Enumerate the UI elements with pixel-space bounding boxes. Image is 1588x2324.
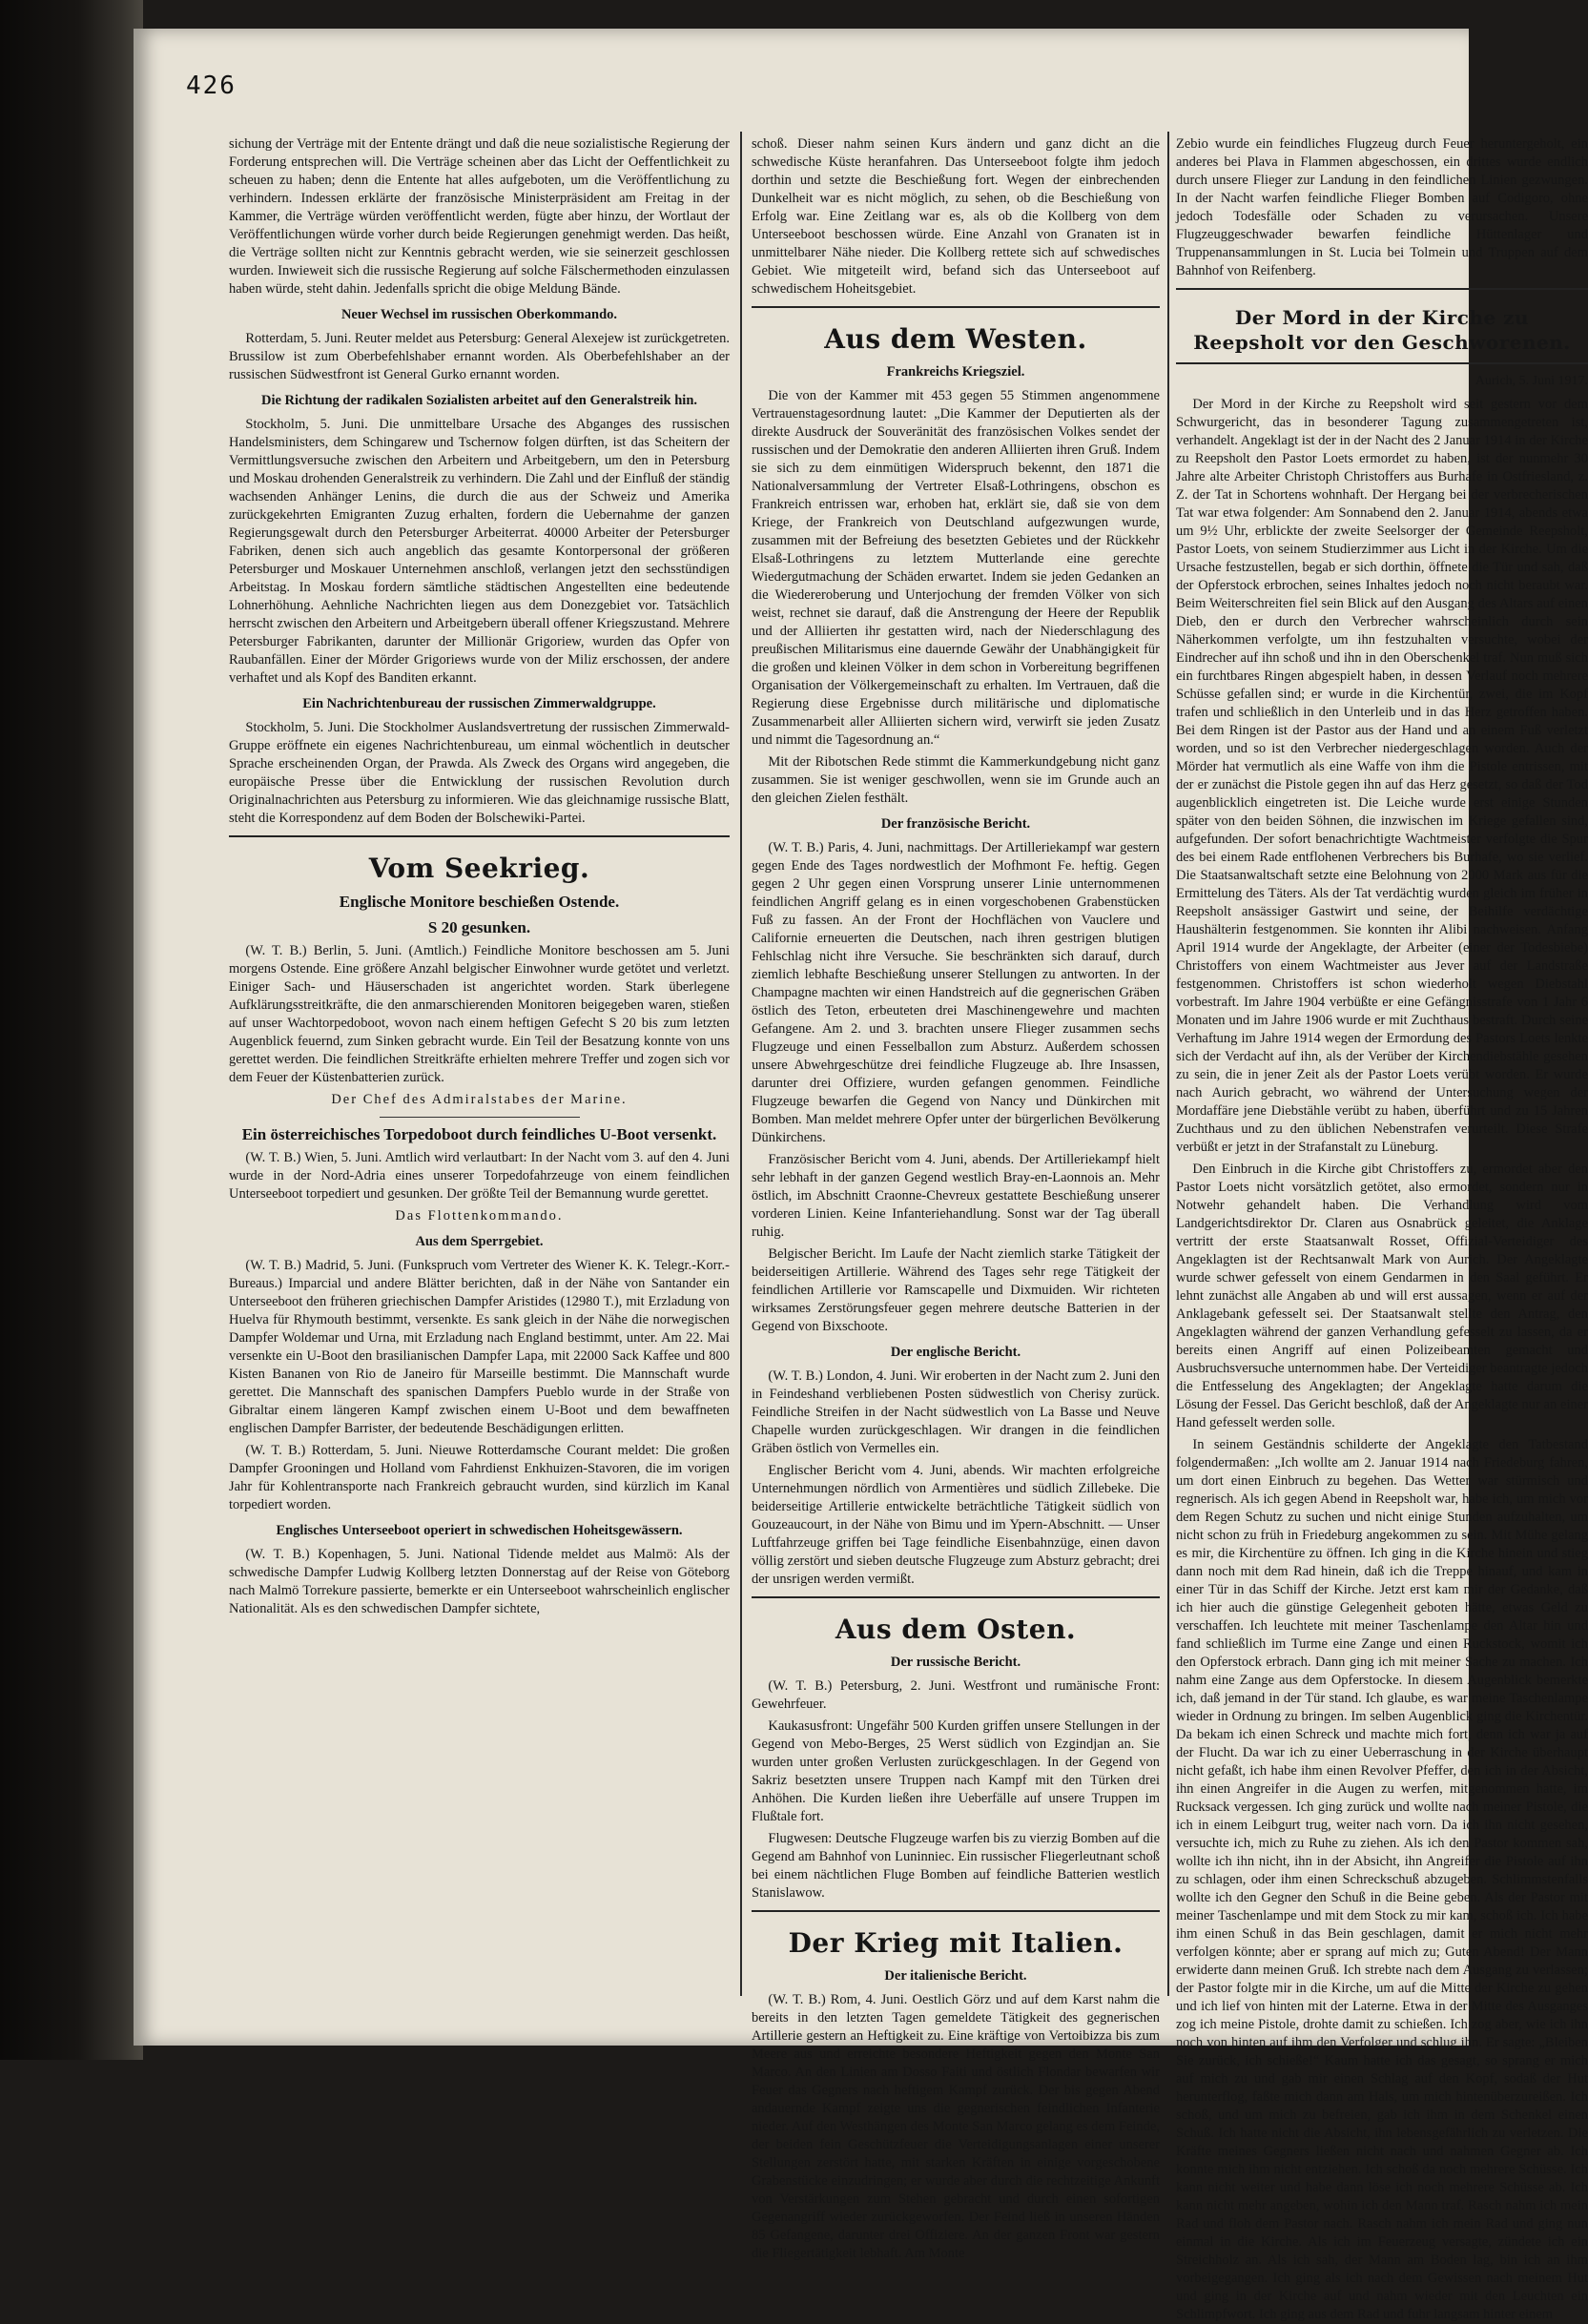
article-subtitle: Der französische Bericht. xyxy=(880,816,1031,832)
article-paragraph: Englischer Bericht vom 4. Juni, abends. Wir machten erfolgreiche Unternehmungen nördlich von Armentières und südlich Zillebeke. Die beiderseitige Artillerie entwickelte beträchtliche Tätigkeit südlich von Gouzeaucourt, in der Nähe von Bimu und im Ypern-Abschnitt. — Unser Luftfahrzeuge griffen bei Tage feindliche Eisenbahnzüge, einen davon völlig zerstört und sieben deutsche Flugzeuge zum Absturz gebracht; drei der unsrigen werden vermißt. xyxy=(752,1463,1160,1587)
article-paragraph: Mit der Ribotschen Rede stimmt die Kammerkundgebung nicht ganz zusammen. Sie ist weniger geschwollen, wenn sie im Grunde auch an den gleichen Zielen festhält. xyxy=(752,754,1160,806)
article-paragraph: (W. T. B.) Berlin, 5. Juni. (Amtlich.) Feindliche Monitore beschossen am 5. Juni morgens Ostende. Eine größere Anzahl belgischer Einwohner wurde getötet und verletzt. Einiger Sach- und Häuserschaden ist angerichtet worden. Stark überlegene Aufklärungsstreitkräfte, die den anmarschierenden Monitoren beigegeben waren, stießen auf unser Wachtorpedoboot, wovon nach einem heftigen Gefecht S 20 bis zum letzten Augenblick feuernd, zum Sinken gebracht wurde. Ein Teil der Besatzung konnte von uns gerettet werden. Die feindlichen Streitkräfte erhielten mehrere Treffer und zogen sich vor dem Feuer der Küstenbatterien zurück. xyxy=(229,943,730,1085)
article-subtitle: Der englische Bericht. xyxy=(890,1345,1021,1360)
article-paragraph: Zebio wurde ein feindliches Flugzeug durch Feuer heruntergeholt, ein anderes bei Plava in Flammen abgeschossen, ein drittes wurde endlich durch unsere Flieger zur Landung in den feindlichen Linien gezwungen. In der Nacht warfen feindliche Flieger Bomben auf Codigoro, ohne jedoch Todesfälle oder Schaden zu verursachen. Unsere Flugzeuggeschwader bewarfen feindliche Hüttenlager und Truppenansammlungen in St. Lucia bei Tolmein und Truppen auf dem Bahnhof von Reifenberg. xyxy=(1176,136,1588,278)
article-signature: Das Flottenkommando. xyxy=(395,1208,564,1224)
section-divider xyxy=(752,1596,1160,1598)
article-subtitle: Ein Nachrichtenbureau der russischen Zimmerwaldgruppe. xyxy=(302,696,656,711)
column-2 xyxy=(752,135,1160,2261)
article-paragraph: Belgischer Bericht. Im Laufe der Nacht ziemlich starke Tätigkeit der beiderseitigen Artillerie. Während des Tages sehr rege Tätigkeit der feindlichen Artillerie vor Ramscapelle und Dixmuiden. Wir richteten wirksames Zerstörungsfeuer gegen mehrere deutsche Batterien in der Gegend von Bixschoote. xyxy=(752,1246,1160,1334)
article-paragraph: Stockholm, 5. Juni. Die Stockholmer Auslandsvertretung der russischen Zimmerwald-Gruppe eröffnete ein eigenes Nachrichtenbureau, um einmal wöchentlich in deutscher Sprache erscheinenden Organ, der Prawda. Als Zweck des Organs wird angegeben, die europäische Presse über die Entwicklung der russischen Revolution durch Originalnachrichten aus Petersburg zu informieren. Wie das gleichnamige russische Blatt, steht die Korrespondenz auf dem Boden der Bolschewiki-Partei. xyxy=(229,720,730,826)
column-3 xyxy=(1176,135,1588,2322)
article-subtitle: Die Richtung der radikalen Sozialisten arbeitet auf den Generalstreik hin. xyxy=(260,393,698,408)
article-subtitle: Aus dem Sperrgebiet. xyxy=(415,1234,544,1249)
page-number: 426 xyxy=(186,72,237,100)
column-1 xyxy=(229,135,730,1995)
section-divider xyxy=(752,1910,1160,1912)
section-heading: Der Krieg mit Italien. xyxy=(788,1927,1124,1959)
article-signature: Der Chef des Admiralstabes der Marine. xyxy=(331,1092,628,1107)
article-paragraph: (W. T. B.) London, 4. Juni. Wir eroberten in der Nacht zum 2. Juni den in Feindeshand verbliebenen Posten südwestlich von Cherisy zurück. Feindliche Streifen in der Nacht südwestlich von La Basse und Neuve Chapelle wurden zurückgeschlagen. Wir drangen in die feindlichen Gräben östlich von Vermelles ein. xyxy=(752,1368,1160,1456)
article-paragraph: Französischer Bericht vom 4. Juni, abends. Der Artilleriekampf hielt sehr lebhaft in der ganzen Gegend westlich Bray-en-Laonnois an. Mehr östlich, im Abschnitt Craonne-Chevreux gestattete Beschießung unserer vorderen Linien. Keine Infanteriehandlung. Sonst war der Tag überall ruhig. xyxy=(752,1152,1160,1240)
article-paragraph: Rotterdam, 5. Juni. Reuter meldet aus Petersburg: General Alexejew ist zurückgetreten. Brussilow ist zum Oberbefehlshaber ernannt worden. Als Oberbefehlshaber an der russischen Südwestfront ist General Gurko ernannt worden. xyxy=(229,331,730,382)
section-divider xyxy=(1176,288,1588,290)
article-paragraph: Stockholm, 5. Juni. Die unmittelbare Ursache des Abganges des russischen Handelsministers, dem Schingarew und Tschernow folgen dürften, ist das Scheitern der Vermittlungsversuche zwischen den Arbeitern und Arbeitgebern, um den in Petersburg und Moskau drohenden Generalstreik zu verhindern. Die Zahl und der Einfluß der ständig wachsenden Anhänger Lenins, die durch die aus der Schweiz und Amerika zurückgekehrten Emigranten Zuzug erhalten, fordern die Uebernahme der ganzen Regierungsgewalt durch den Petersburger Arbeiterrat. 40000 Arbeiter der Petersburger Fabriken, denen sich auch angeblich das gesamte Kontorpersonal der größeren Petersburger und Moskauer Unternehmen anschloß, verlangen jetzt den sechsstündigen Arbeitstag. In Moskau fordern sämtliche städtischen Angestellten eine bedeutende Lohnerhöhung. Aehnliche Nachrichten liegen aus dem Donezgebiet vor. Tatsächlich herrscht zwischen den Arbeitern und Arbeitgebern überall offener Kriegszustand. Mehrere Petersburger Fabrikanten, darunter der Millionär Grigoriew, wurden das Opfer von Raubanfällen. Einer der Mörder Grigoriews wurde von der Miliz erschossen, der andere verhaftet und als Kopf des Banditen erkannt. xyxy=(229,417,730,686)
article-paragraph: Kaukasusfront: Ungefähr 500 Kurden griffen unsere Stellungen in der Gegend von Mebo-Berges, 25 Werst südlich von Ezgindjan an. Sie wurden unter großen Verlusten zurückgeschlagen. In der Gegend von Sakriz besetzten unsere Truppen nach Kampf mit den Türken drei Anhöhen. Die Kurden ließen ihre Ueberfälle auf unsere Truppen im Flußtale fort. xyxy=(752,1718,1160,1824)
section-divider xyxy=(380,1117,580,1118)
article-subtitle: Englische Monitore beschießen Ostende. xyxy=(339,893,620,911)
column-rule xyxy=(740,132,742,1996)
newspaper-page xyxy=(134,29,1588,2322)
article-paragraph: schoß. Dieser nahm seinen Kurs ändern und ganz dicht an die schwedische Küste heranfahren. Das Unterseeboot folgte ihm jedoch dorthin und setzte die Beschießung fort. Wegen der einbrechenden Dunkelheit war es nicht möglich, zu sehen, ob die Beschießung von Erfolg war. Eine Zeitlang war es, als ob die Kollberg von dem Unterseeboot beschossen würde. Eine Anzahl von Granaten ist in unmittelbarer Nähe nieder. Die Kollberg rettete sich auf schwedisches Gebiet. Wie mitgeteilt wird, befand sich das Unterseeboot auf schwedischem Hoheitsgebiet. xyxy=(752,136,1160,297)
article-paragraph: (W. T. B.) Rom, 4. Juni. Oestlich Görz und auf dem Karst nahm die bereits in den letzten Tagen gemeldete Tätigkeit des gegnerischen Artillerie gestern an Heftigkeit zu. Eine kräftige von Vertoibizza bis zum Meere aus und erreichte besondere Heftigkeit gegen den Monte San Marco. An den Linien am Dosso Faiti und östlich Flondar bewarfen wir Feuer das Gegners nach heftigem Kampf zurück. Der bis gegen Abend andauernde Kampf zeigte uns die gegnerischen feindlichen Infanterie nieder. Auf den Westhängen des Monte San Marco gelang es dem Feinde, der beiden fein Geschützfeuer die Verteidigungsanlagen einer unserer Stellungen zerstört hatte, mit starken Kräften in einige vorgeschobene Grabenstücke einzudringen; er wurde aber durch die rechtzeitige Ankunft von Verstärkungen zum Stehen gebracht und durch einen sofortigen Gegenangriff wieder zurückgeworfen. Der Feind ließ in unseren Händen 85 Gefangene, darunter drei Offiziere. An der ganzen Front war gestern die Fliegertätigkeit lebhaft. Am Monte xyxy=(752,1992,1160,2261)
book-binding xyxy=(0,0,143,2060)
article-paragraph: (W. T. B.) Madrid, 5. Juni. (Funkspruch vom Vertreter des Wiener K. K. Telegr.-Korr.-Bureaus.) Imparcial und andere Blätter berichten, daß in der Nähe von Santander ein Unterseeboot den früheren griechischen Dampfer Aristides (12980 T.), mit Erzladung von Huelva für Rhymouth bestimmt, versenkte. Es sank gleich in der Nähe die norwegischen Dampfer Woldemar und Urna, mit Erzladung nach England bestimmt, unter. Am 22. Mai versenkte ein U-Boot den brasilianischen Dampfer Lapa, mit 22000 Sack Kaffee und 800 Kisten Bananen von Rio de Janeiro für Marseille bestimmt. Die Mannschaft wurde gerettet. Die Mannschaft des spanischen Dampfers Pueblo wurde in der Straße von Gibraltar einem längeren Kampf zwischen einem U-Boot und dem bewaffneten englischen Dampfer Barrister, der bedeutende Beschädigungen erlitten. xyxy=(229,1258,730,1436)
column-rule xyxy=(1167,132,1169,1996)
section-heading: Der Mord in der Kirche zu Reepsholt vor den Geschworenen. xyxy=(1193,306,1571,354)
article-subtitle: Der russische Bericht. xyxy=(890,1655,1021,1670)
article-paragraph: Die von der Kammer mit 453 gegen 55 Stimmen angenommene Vertrauenstagesordnung lautet: „Die Kammer der Deputierten als der direkte Ausdruck der Souveränität des französischen Volkes sendet der russischen und der Demokratie den anderen Alliierten ihren Gruß. Indem sie sich zu dem einmütigen Widerspruch bekennt, den 1871 die Nationalversammlung der Vertreter Elsaß-Lothringens, obschon es Frankreich entrissen war, erhoben hat, erklärt sie, daß sie von dem Kriege, der Frankreich von Deutschland aufgezwungen wurde, zusammen mit der Befreiung des besetzten Gebietes und der Rückkehr Elsaß-Lothringens zu letztem Mutterlande eine gerechte Wiedergutmachung der Schäden erwartet. Indem sie jeden Gedanken an die Wiedereroberung und Unterjochung der fremden Völker von sich weist, rechnet sie darauf, daß die Anstrengung der Heere der Republik und der Alliierten ihr gestatten wird, nach der Niederschlagung des preußischen Militarismus eine dauernde Gewähr der Unabhängigkeit für die großen und kleinen Völker in dem schon in Vorbereitung begriffenen Organisation der Völkergemeinschaft zu erhalten. Im Vertrauen, daß die Regierung diese Ergebnisse durch militärische und diplomatische Zusammenarbeit aller Alliierten sichern wird, verwirft sie jeden Zusatz und nimmt die Tagesordnung an.“ xyxy=(752,388,1160,748)
article-paragraph: Den Einbruch in die Kirche gibt Christoffers zu, ermordet aber den Pastor Loets nicht vorsätzlich getötet, also ermordet, sondern nur in Notwehr gehandelt haben. Die Verhandlung wird vom Landgerichtsdirektor Dr. Claren aus Osnabrück geleitet, die Anklage vertritt der erste Staatsanwalt Rosset, Offizial-Verteidiger des Angeklagten ist der Rechtsanwalt Mark von Aurich. Der Angeklagte wurde schwer gefesselt von einem Gendarmen in den Saal geführt. Er lehnt zunächst alle Angaben ab und will erst aussagen, wenn er auf der Anklagebank gefesselt sei. Der Staatsanwalt stellte den Antrag, den Angeklagten während der ganzen Verhandlung gefesselt zu lassen, da er bereits einen Angriff auf einen Polizeibeamten gemacht und Ausbruchsversuche unternommen habe. Der Verteidiger beantragte jedoch die Entfesselung des Angeklagten; der Angeklagte hatte darum die Lösung der Fessel. Das Gericht beschloß, daß der Angeklagte nur an einer Hand gefesselt werden solle. xyxy=(1176,1162,1588,1430)
article-paragraph: Flugwesen: Deutsche Flugzeuge warfen bis zu vierzig Bomben auf die Gegend am Bahnhof von Luninniec. Ein russischer Fliegerleutnant schoß bei einem nächtlichen Fluge Bomben auf feindliche Batterien westlich Stanislawow. xyxy=(752,1831,1160,1901)
article-paragraph: Der Mord in der Kirche zu Reepsholt wird seit gestern vor dem Schwurgericht, das in besonderer Tagung zusammengetreten ist, verhandelt. Angeklagt ist der in der Nacht des 2 Januar 1914 in der Kirche zu Reepsholt den Pastor Loets ermordet zu haben, ist der nunmehr 30 Jahre alte Arbeiter Christoph Christoffers aus Burhafe in Ostfriesland, z. Z. der Tat in Schortens wohnhaft. Der Hergang bei der verbrecherischen Tat war etwa folgender: Am Sonnabend den 2. Januar 1914, abends etwa um 9½ Uhr, erblickte der zweite Seelsorger der Gemeinde Reepsholt, Pastor Loets, von seinem Studierzimmer aus Licht in der Kirche. Um die Ursache festzustellen, begab er sich dorthin, öffnete die Tür und sah, daß der Opferstock erbrochen, seines Inhaltes jedoch noch nicht beraubt war. Beim Weiterschreiten fiel sein Blick auf den Ausgang des Altars auf einen Dieb, den er durch den Verbrecher wahrscheinlich durch sein Näherkommen verfolgte, um ihn festzuhalten versuchte, wobei der Eindrecher auf ihn schoß und ihn in den Oberschenkel traf. Nun muß sich ein furchtbares Ringen abgespielt haben, in dessen Verlauf noch mehrere Schüsse gefallen sind; er wurde in die Kirchentür, zwei, die im Kopf trafen und schließlich in den Unterleib und in das Herz getroffen haben. Bei dem Ringen ist der Pastor aus der Hand und an einem Fuß verletzt worden, und so ist den Verbrecher niedergeschlagen worden. Auch der Mörder hat vermutlich als eine Waffe von ihm die Pistole entrissen, mit der er zunächst die Pistole gegen ihn auf das Herz gesetzt, so daß der Tod augenblicklich eingetreten ist. Die Leiche wurde erst einige Stunden später von den beiden Söhnen, die inzwischen im Kriege gefallen sind, aufgefunden. Der sofort benachrichtigte Wachtmeister verfolgte die Spur des bei einem Rade entflohenen Verbrechers bis Burhafe, wo sie verlief. Die Staatsanwaltschaft setzte eine Belohnung von 2000 Mark aus für die Ermittelung des Täters. Als der Tat verdächtig wurden gleich im früher in Reepsholt ansässiger Gastwirt und seine, der Beihilfe verdächtige Haushälterin festgenommen. Sie konnten ihr Alibi nachweisen. Anfang April 1914 wurde der Angeklagte, der Arbeiter (einer der Todesbiebe) Christoffers von einem Wachtmeister aus Jever auf der Landstraße festgenommen. Christoffers ist schon wiederholt wegen Diebstahl vorbestraft. Im Jahre 1904 verbüßte er eine Gefängnisstrafe von 1 Jahr 6 Monaten und im Jahre 1906 wurde er mit Zuchthaus bestraft. Durch seine Verhaftung im Jahre 1914 wegen der Ermordung des Pastors Loets lenkte sich der Verdacht auf ihn, als der Verüber der Kirchendiebstähle gesehen zu sein, die in jener Zeit als der Pastor Loets verübt worden. Er wurde nach Aurich gebracht, wo während der Untersuchung wegen der Mordaffäre jene Diebstähle verübt zu haben, überführt und zu 15 Jahren Zuchthaus und zu den üblichen Nebenstrafen verurteilt. Diese Strafe verbüßt er jetzt in der Strafanstalt zu Lüneburg. xyxy=(1176,397,1588,1155)
article-paragraph: (W. T. B.) Wien, 5. Juni. Amtlich wird verlautbart: In der Nacht vom 3. auf den 4. Juni wurde in der Nord-Adria eines unserer Torpedofahrzeuge von einem feindlichen Unterseeboot torpediert und gesunken. Der größte Teil der Bemannung wurde gerettet. xyxy=(229,1150,730,1202)
article-subtitle: Neuer Wechsel im russischen Oberkommando. xyxy=(340,307,618,322)
article-subtitle: Der italienische Bericht. xyxy=(884,1968,1027,1984)
article-paragraph: (W. T. B.) Rotterdam, 5. Juni. Nieuwe Rotterdamsche Courant meldet: Die großen Dampfer Grooningen und Holland vom Fahrdienst Enkhuizen-Stavoren, die im vorigen Jahr für Kohlentransporte nach Frankreich gebraucht wurden, sind kürzlich im Kanal torpediert worden. xyxy=(229,1443,730,1512)
article-paragraph: sichung der Verträge mit der Entente drängt und daß die neue sozialistische Regierung der Forderung entsprechen will. Die Verträge scheinen aber das Licht der Oeffentlichkeit zu scheuen zu haben; denn die Entente hat alles aufgeboten, um die Veröffentlichung zu verhindern. Indessen erklärte der französische Ministerpräsident am Freitag in der Kammer, die Verträge würden veröffentlicht werden, fügte aber hinzu, der Wortlaut der Veröffentlichungen würde vorher durch beide Regierungen genehmigt werden. Das heißt, die Verträge sollten nicht zur Kenntnis gebracht werden, wie sie seinerzeit geschlossen wurden. Inwieweit sich die russische Regierung auf solche Fälschermethoden einzulassen haben würde, steht dahin. Jedenfalls spricht die obige Meldung Bände. xyxy=(229,136,730,297)
article-subtitle: Englisches Unterseeboot operiert in schwedischen Hoheitsgewässern. xyxy=(276,1523,683,1538)
article-paragraph: (W. T. B.) Petersburg, 2. Juni. Westfront und rumänische Front: Gewehrfeuer. xyxy=(752,1678,1160,1712)
section-heading: Aus dem Westen. xyxy=(824,323,1087,355)
article-subtitle: S 20 gesunken. xyxy=(427,918,531,936)
article-paragraph: In seinem Geständnis schilderte der Angeklagte den Tatbestand folgendermaßen: „Ich wollte am 2. Januar 1914 nach Friedeburg fahren, um dort einen Einbruch zu begehen. Das Wetter war stürmisch und regnerisch. Als ich gegen Abend in Reepsholt war, habe ich, um mich vor dem Regen Schutz zu suchen und nicht einige Stunden aufzuhalten, um nicht schon zu früh in Friedeburg angekommen zu sein. Mit Mühe gelang es mir, die Kirchentüre zu öffnen. Ich ging in die Kirche hinein und stieg dann noch mit dem Rad hinein, daß ich die Treppe hinauf, und kam in einer Tür in das Schiff der Kirche. Jetzt erst kam mir der Gedanke, daß ich hier auch die günstige Gelegenheit geboten hätte, etwas Geld zu verschaffen. Ich leuchtete mit meiner Taschenlampe den Altar hin und fand schließlich im Turme eine Zange und einen Ruckstock, womit ich den Opferstock erbrach. Dann ging ich mit meiner Sache zu machen. Ich nahm eine Zange aus dem Opferstocke. In diesem Augenblick bemerkte ich, daß jemand in der Tür stand. Ich glaube, es war meine Taschenlampe wieder in Ordnung zu bringen. Im selben Augenblick ging die Kirchentür. Da bekam ich einen Schreck und machte mich fort, denn ich war ja auf der Flucht. Da war ich zu einer Ueberraschung in der Kirche überhaupt nicht gefaßt, ich habe ihm einen Revolver Pfeffer, den ich in der Absicht, ihn einen Angreifer in die Augen zu werfen, mitgenommen hatte, im Rucksack vergessen. Ich ging zurück und wollte nach meiner Pistole, die ich in einem Leibgurt trug, weiter nach vorn. Da ich ihn nicht gesehen, versuchte ich, mich zu Ruhe zu ziehen. Als ich den Pastor kommen sah, wollte ich ihn nicht, ihn in der Absicht, ihn Angreifer die Pistole auf ihn zu schlagen, oder ihm einen Schreckschuß abzugeben. Schlimmstenfalls wollte ich den Gegner den Schuß in die Beine geben. Als der Pastor mit meiner Taschenlampe und mit dem Stock zu mir kam, schoß ich. Ich habe ihm einen Schuß in das Bein geschlagen, damit er mich nicht mehr verfolgen könnte; aber er sprang auf mich zu; Guten Abend! Der Mann erwiderte dann meinen Gruß. Ich strebte nach dem Ausgang zu verlassen; der Pastor folgte mir in die Kirche, um auf die Mitte der Kirche zu gehen und ich lief von hinten mit der Laterne. Etwa in der Mitte des Ausganges zog ich meine Pistole, drohte damit zu schießen. Ich zog aber, wie ich ihn noch von hinten auf ihm den Verfolger und schlug ihn. Er sagte: „Bleiben Sie zurück, ich schieße!“ Kaum hatte ich das gesagt, so sprang er mich auf mich zu und gab mir einen Schlag auf den Kopf, sodaß der Hut herunterflog, faßte mich dann am Hals, um mich hintenüberzureißen. Ich schoß, und um mich zu befreien, gab ich ihm in dem Schenkel einen Schuß. Ich hatte nicht die Absicht, ihn lebensgefährlich zu verletzen. Die Kräfte meines Gegners ließen nicht nach und nahmen Gegner ab. Ich konnte mich ihm nicht entziehen. Ich schoß da noch mehrere Schüsse. Ich kann nicht weiter und habe dann löse ich noch mehrere Schüsse ab. Ich kann nicht mehr angeben, wohin ich den Mann traf. Rasch nahm ich mein Rad und floh dem Pastor nach. Rasch nahm ich mein Rad und ging nun einmal in die Kirche. Als ich im Feuerzeug versagte, zündete ich ein Streichholz an. Als ich sah, der Mann am Boden lag, bin ich an ihm vorbeigegangen. Ich ging als ich nach dem Gewissen nach meinem Hut und ging in der Kirche auf und nahm wieder mit den Leuchten ein Schlimpfwort. Ich ging aus dem Rad und fuhr langsam hinter einem xyxy=(1176,1437,1588,2322)
article-subtitle: Frankreichs Kriegsziel. xyxy=(886,364,1025,380)
section-divider xyxy=(229,835,730,837)
section-divider xyxy=(1176,362,1588,364)
article-subtitle: Ein österreichisches Torpedoboot durch feindliches U-Boot versenkt. xyxy=(241,1125,717,1143)
dateline: Aurich, 5. Juni 1917. xyxy=(1475,374,1588,388)
section-divider xyxy=(752,306,1160,308)
section-heading: Aus dem Osten. xyxy=(835,1614,1077,1645)
article-paragraph: (W. T. B.) Kopenhagen, 5. Juni. National Tidende meldet aus Malmö: Als der schwedische Dampfer Ludwig Kollberg letzten Donnerstag auf der Reise von Göteborg nach Malmö Torrekure passierte, bemerkte er ein Unterseeboot wahrscheinlich englischer Nationalität. Als es den schwedischen Dampfer sichtete, xyxy=(229,1547,730,1616)
article-paragraph: (W. T. B.) Paris, 4. Juni, nachmittags. Der Artilleriekampf war gestern gegen Ende des Tages nordwestlich der Mofhmont Fe. heftig. Gegen gegen 2 Uhr gegen einen Vorsprung unserer Linie unternommenen feindlichen Angriff gelang es in einen vorgeschobenen Grabenstücken Fuß zu fassen. An der Front der Hochflächen von Vauclere und Californie erneuerten die Deutschen, nach ihren gestrigen blutigen Fehlschlag nicht ihre Versuche. Sie beschränkten sich darauf, durch ziemlich lebhafte Beschießung unserer Stellungen zu antworten. In der Champagne machten wir einen Handstreich auf die gegnerischen Gräben östlich des Teton, erbeuteten drei Maschinengewehre und machten Gefangene. Am 2. und 3. brachten unsere Flieger zusammen sechs Flugzeuge und einen Fesselballon zum Absturz. Außerdem schossen unsere Abwehrgeschütze drei feindliche Flugzeuge ab. Ihre Insassen, darunter drei Offiziere, wurden gefangen genommen. Feindliche Flugzeuge bewarfen die Gegend von Nancy und Dünkirchen mit Bomben. Man meldet mehrere Opfer unter der bürgerlichen Bevölkerung Dünkirchens. xyxy=(752,840,1160,1145)
section-heading: Vom Seekrieg. xyxy=(368,853,590,884)
